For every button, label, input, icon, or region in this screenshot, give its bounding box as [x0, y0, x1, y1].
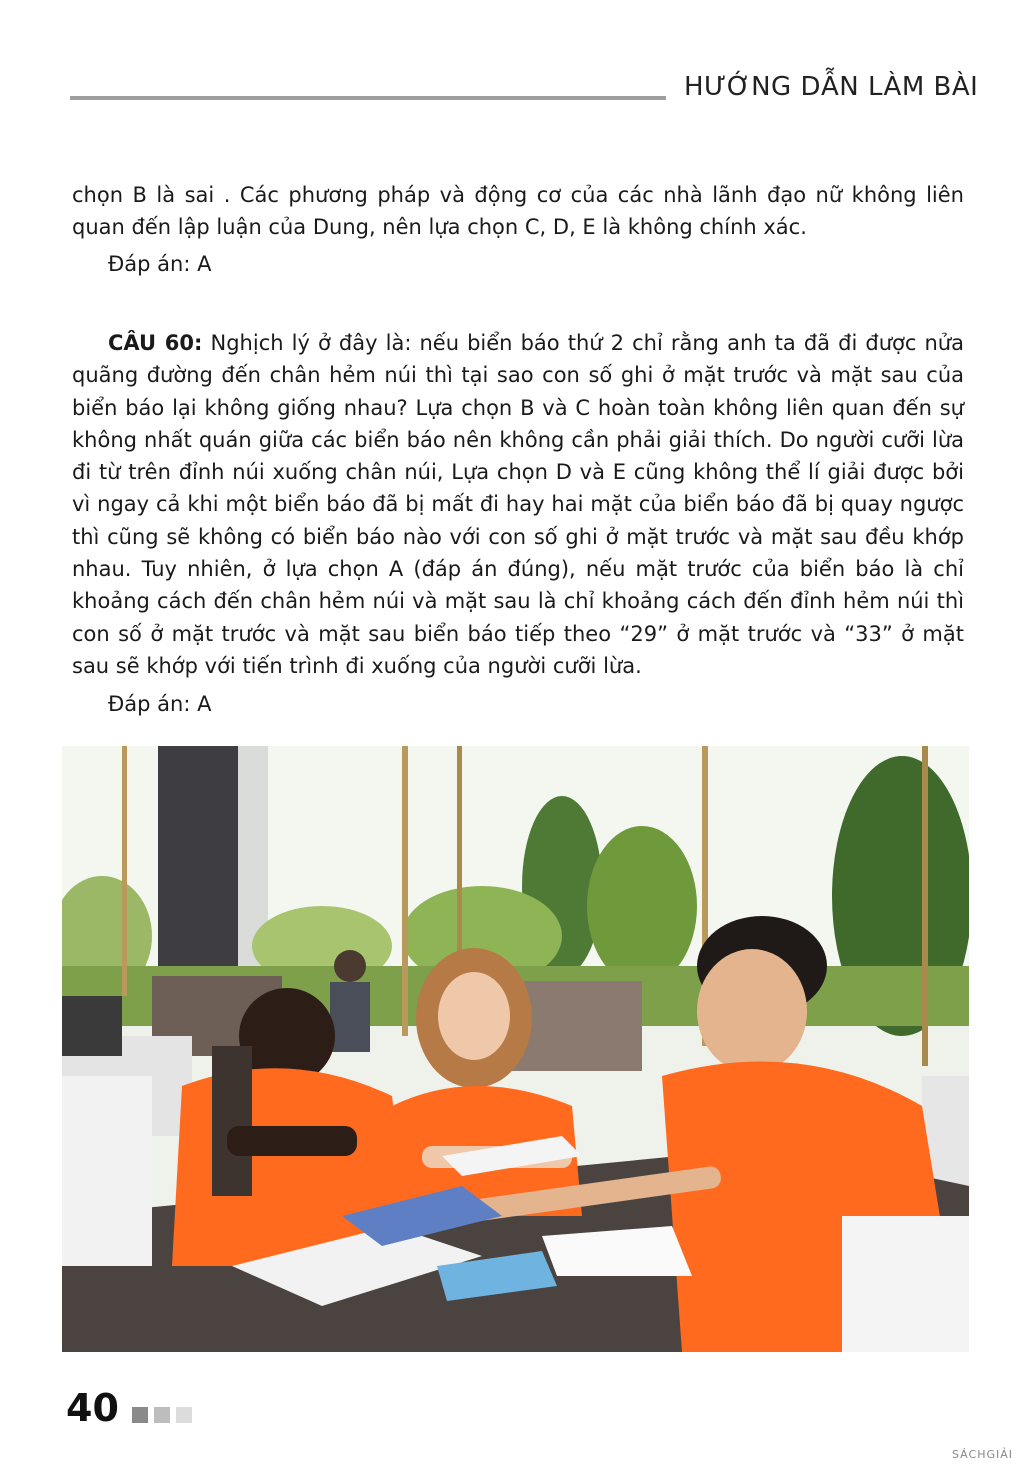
page-marker-square-2	[154, 1407, 170, 1423]
answer-line-1: Đáp án: A	[108, 252, 212, 276]
page-marker-square-1	[132, 1407, 148, 1423]
continuation-text: chọn B là sai . Các phương pháp và động cơ của các nhà lãnh đạo nữ không liên quan đến lập luận của Dung, nên lựa chọn C, D, E là không chính xác.	[72, 183, 964, 240]
question-text: Nghịch lý ở đây là: nếu biển báo thứ 2 chỉ rằng anh ta đã đi được nửa quãng đường đến chân hẻm núi thì tại sao con số ghi ở mặt trước và mặt sau của biển báo lại không giống nhau? Lựa chọn B và C hoàn toàn không liên quan đến sự không nhất quán giữa các biển báo nên không cần phải giải thích. Do người cưỡi lừa đi từ trên đỉnh núi xuống chân núi, Lựa chọn D và E cũng không thể lí giải được bởi vì ngay cả khi một biển báo đã bị mất đi hay hai mặt của biển báo đã bị quay ngược thì cũng sẽ không có biển báo nào với con số ghi ở mặt trước và mặt sau đều khớp nhau. Tuy nhiên, ở lựa chọn A (đáp án đúng), nếu mặt trước của biển báo là chỉ khoảng cách đến chân hẻm núi và mặt sau là chỉ khoảng cách đến đỉnh hẻm núi thì con số ở mặt trước và mặt sau biển báo tiếp theo “29” ở mặt trước và “33” ở mặt sau sẽ khớp với tiến trình đi xuống của người cưỡi lừa.	[72, 331, 964, 678]
students-study-photo	[62, 746, 969, 1352]
question-label: CÂU 60:	[108, 331, 203, 355]
header-title: HƯỚNG DẪN LÀM BÀI	[684, 72, 979, 102]
watermark-logo: SÁCHGIẢI	[952, 1448, 1014, 1461]
question-paragraph	[72, 327, 964, 682]
answer-line-2: Đáp án: A	[108, 692, 212, 716]
page-marker-square-3	[176, 1407, 192, 1423]
page-marker-squares	[132, 1407, 192, 1423]
header-rule	[70, 96, 666, 100]
page-number: 40	[66, 1386, 119, 1430]
continuation-paragraph	[72, 179, 964, 244]
